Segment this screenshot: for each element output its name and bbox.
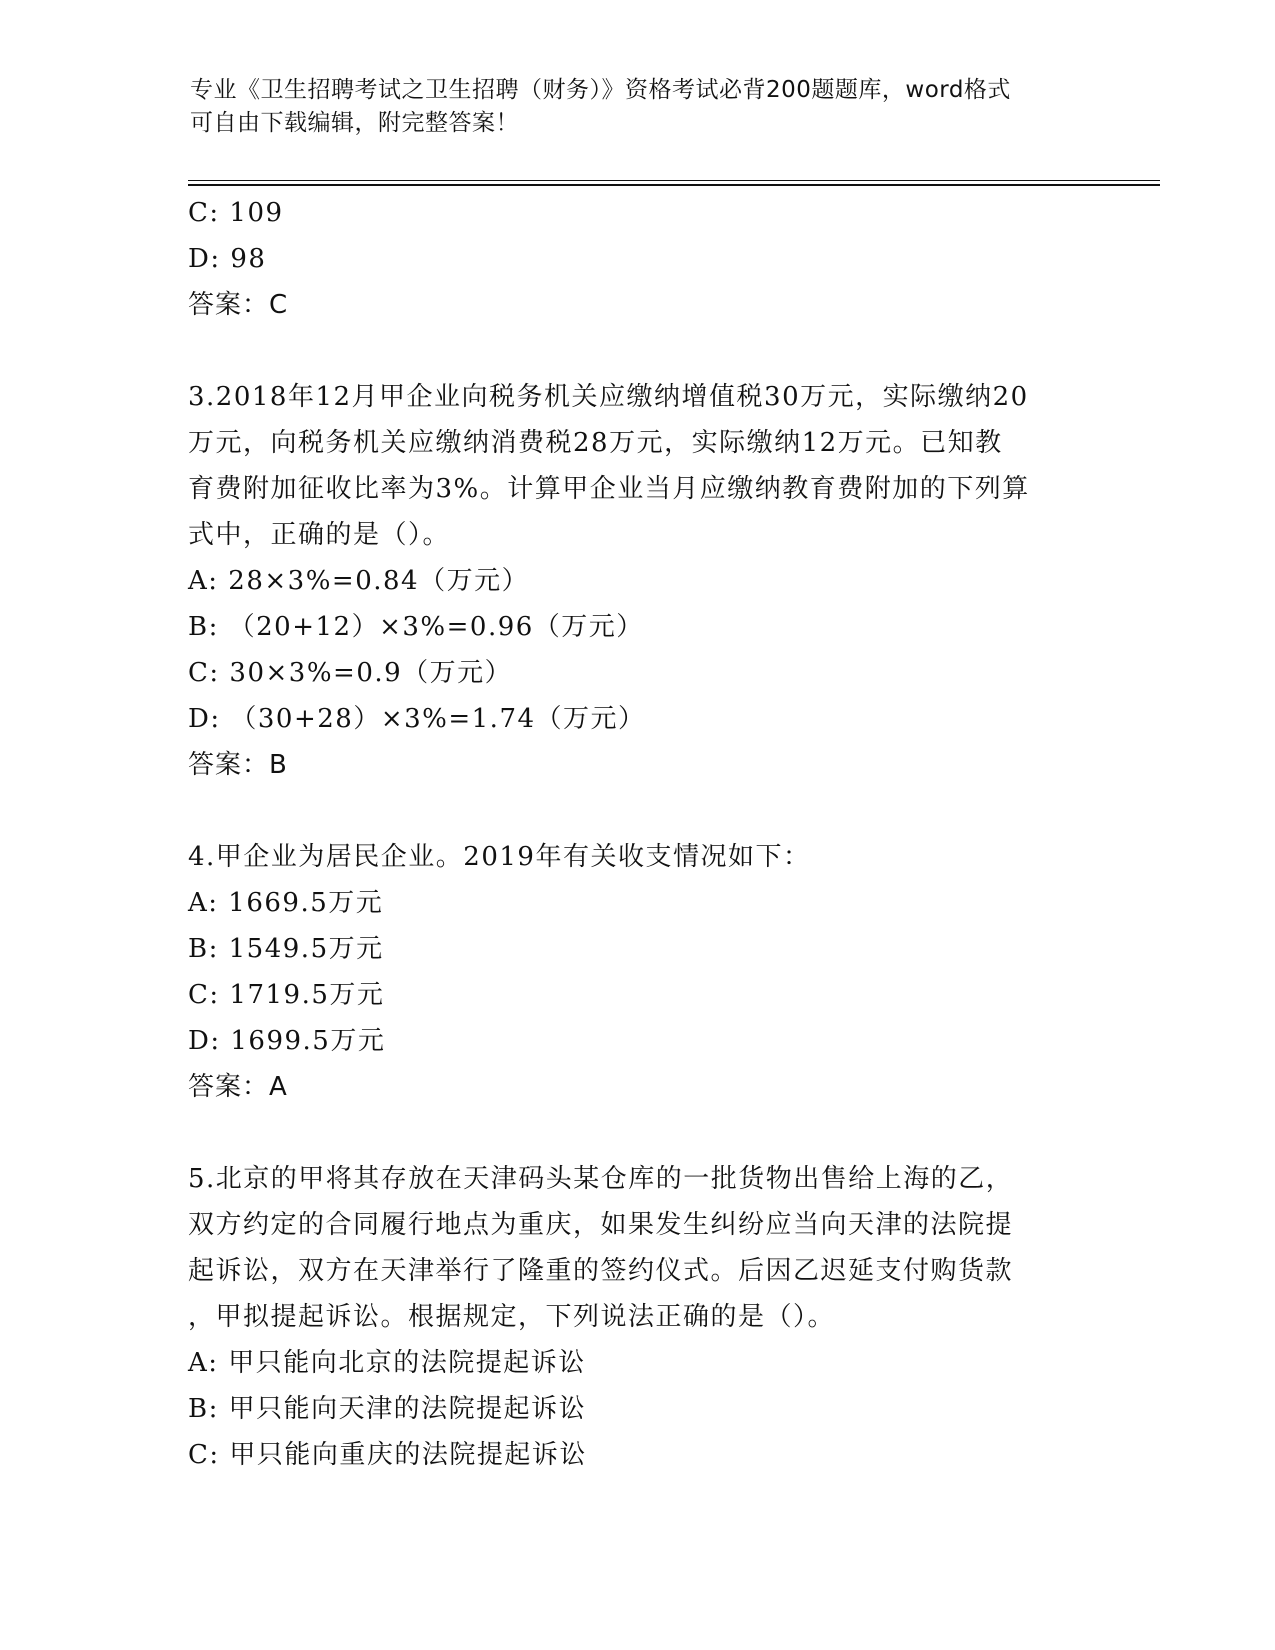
option-a: A: 28×3%=0.84（万元） (188, 566, 530, 596)
question-5 (188, 1156, 1088, 1478)
option-c: C: 109 (188, 198, 284, 228)
question-2-tail (188, 190, 1088, 328)
option-d: D: 1699.5万元 (188, 1026, 386, 1056)
question-text (188, 374, 1088, 558)
question-text-line: 4.甲企业为居民企业。2019年有关收支情况如下： (188, 842, 811, 872)
option-b: B: （20+12）×3%=0.96（万元） (188, 612, 644, 642)
question-list (188, 190, 1088, 1478)
answer-line: 答案：B (188, 750, 288, 780)
option-d: D: （30+28）×3%=1.74（万元） (188, 704, 646, 734)
question-3 (188, 374, 1088, 788)
spacer (188, 328, 1088, 374)
option-b: B: 甲只能向天津的法院提起诉讼 (188, 1394, 587, 1424)
document-header (190, 74, 1070, 140)
question-text-line: 双方约定的合同履行地点为重庆，如果发生纠纷应当向天津的法院提 (188, 1210, 1014, 1240)
header-line-1: 专业《卫生招聘考试之卫生招聘（财务）》资格考试必背200题题库，word格式 (190, 77, 1011, 103)
option-a: A: 1669.5万元 (188, 888, 384, 918)
question-text-line: 3.2018年12月甲企业向税务机关应缴纳增值税30万元，实际缴纳20 (188, 382, 1029, 412)
question-text (188, 1156, 1088, 1340)
question-text-line: 万元，向税务机关应缴纳消费税28万元，实际缴纳12万元。已知教 (188, 428, 1003, 458)
question-text-line: 5.北京的甲将其存放在天津码头某仓库的一批货物出售给上海的乙， (188, 1164, 1014, 1194)
option-c: C: 1719.5万元 (188, 980, 385, 1010)
option-d: D: 98 (188, 244, 267, 274)
question-4 (188, 834, 1088, 1110)
question-text (188, 834, 1088, 880)
option-b: B: 1549.5万元 (188, 934, 384, 964)
spacer (188, 1110, 1088, 1156)
option-a: A: 甲只能向北京的法院提起诉讼 (188, 1348, 586, 1378)
answer-line: 答案：C (188, 290, 289, 320)
question-text-line: 育费附加征收比率为3%。计算甲企业当月应缴纳教育费附加的下列算 (188, 474, 1030, 504)
header-divider-thin (188, 180, 1160, 181)
option-c: C: 30×3%=0.9（万元） (188, 658, 513, 688)
header-line-2: 可自由下载编辑，附完整答案！ (190, 110, 519, 136)
header-divider-thick (188, 184, 1160, 186)
spacer (188, 788, 1088, 834)
question-text-line: 式中，正确的是（）。 (188, 520, 451, 550)
question-text-line: ，甲拟提起诉讼。根据规定，下列说法正确的是（）。 (188, 1302, 836, 1332)
question-text-line: 起诉讼，双方在天津举行了隆重的签约仪式。后因乙迟延支付购货款 (188, 1256, 1014, 1286)
option-c: C: 甲只能向重庆的法院提起诉讼 (188, 1440, 587, 1470)
answer-line: 答案：A (188, 1072, 288, 1102)
